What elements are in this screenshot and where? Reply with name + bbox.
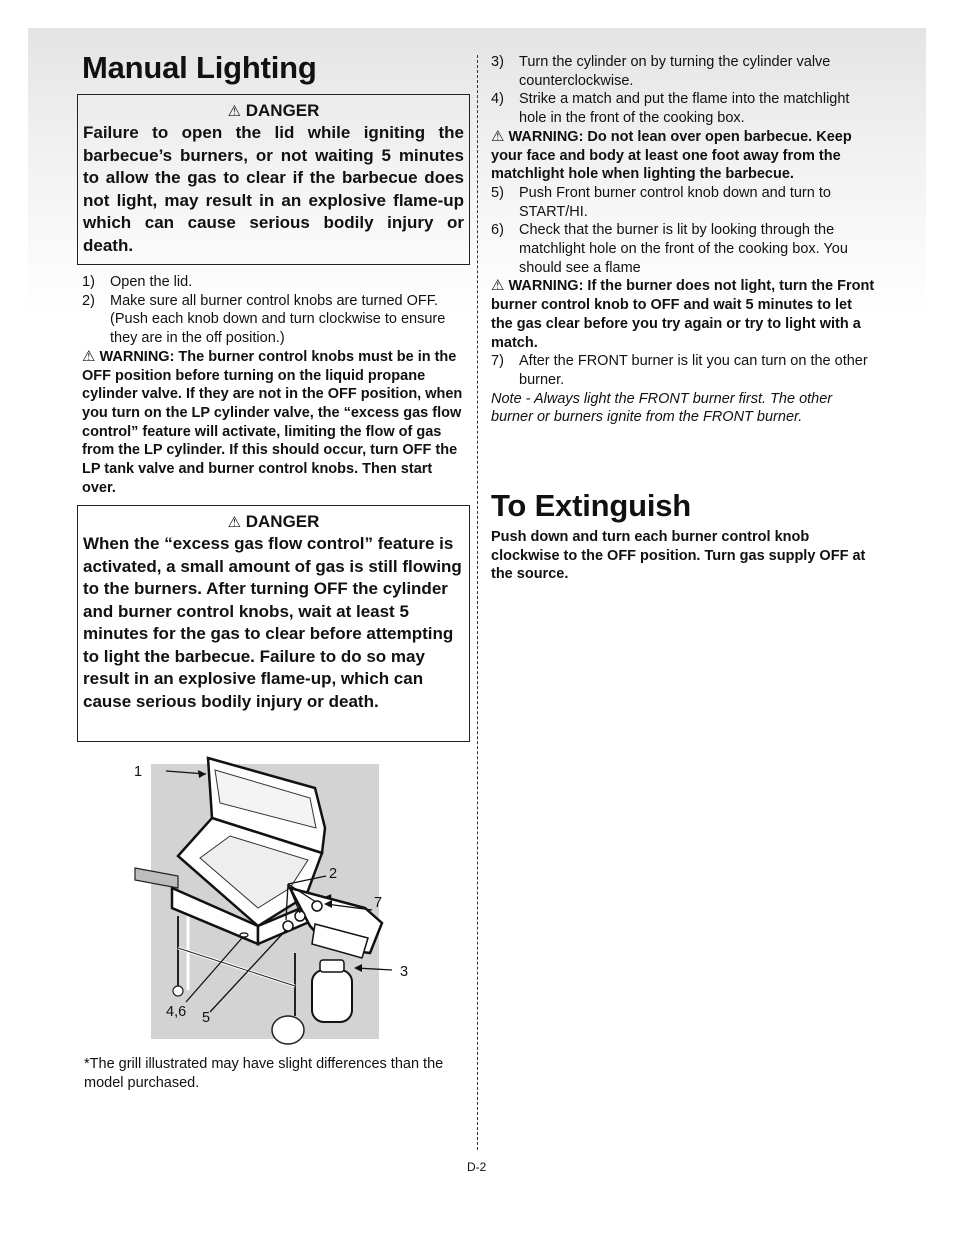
- column-divider: [477, 55, 478, 1150]
- danger-heading: ⚠ DANGER: [227, 512, 320, 531]
- warning-1: ⚠ WARNING: The burner control knobs must be in the OFF position before turning on the liquid propane cylinder valve. If they are not in the OFF position, when you turn on the LP cylinder valve, the “excess gas flow control” feature will activate, limiting the flow of gas from the LP cylinder. If this should occur, turn OFF the LP tank valve and burner control knobs. Then start over.: [82, 347, 463, 496]
- section-title-extinguish: To Extinguish: [491, 488, 692, 523]
- matchlight-hole: [240, 933, 248, 937]
- step-5: 5) Push Front burner control knob down and turn to START/HI.: [491, 184, 831, 220]
- danger-heading: ⚠ DANGER: [227, 101, 320, 120]
- warning-triangle-icon: ⚠: [491, 277, 505, 295]
- grill-illustration: [130, 748, 420, 1048]
- note: Note - Always light the FRONT burner first. The other burner or burners ignite from the FRONT burner.: [491, 390, 833, 426]
- lp-cylinder: [312, 970, 352, 1022]
- page-title: Manual Lighting: [82, 50, 317, 85]
- danger-box-1: [77, 94, 470, 265]
- figure-label-5: 5: [202, 1010, 211, 1026]
- warning-2: ⚠ WARNING: Do not lean over open barbecue. Keep your face and body at least one foot away from the matchlight hole when lighting the barbecue.: [491, 127, 852, 183]
- burner-knob: [312, 901, 322, 911]
- figure-caption: *The grill illustrated may have slight differences than the model purchased.: [84, 1056, 444, 1091]
- wheel: [272, 1016, 304, 1044]
- warning-3: ⚠ WARNING: If the burner does not light, turn the Front burner control knob to OFF and wait 5 minutes to let the gas clear before you try again or try to light with a match.: [491, 277, 875, 351]
- figure-label-1: 1: [134, 764, 143, 780]
- right-column: [491, 53, 876, 427]
- left-column: [82, 50, 472, 86]
- step-2: 2) Make sure all burner control knobs are turned OFF. (Push each knob down and turn clockwise to ensure they are in the off position.): [82, 292, 446, 347]
- extinguish-text: Push down and turn each burner control knob clockwise to the OFF position. Turn gas supply OFF at the source.: [491, 529, 866, 583]
- danger-box-2: [77, 505, 470, 742]
- warning-triangle-icon: ⚠: [227, 514, 242, 531]
- step-3: 3) Turn the cylinder on by turning the cylinder valve counterclockwise.: [491, 54, 831, 89]
- left-instructions: [82, 273, 466, 497]
- figure-label-7: 7: [374, 895, 383, 911]
- danger-text: When the “excess gas flow control” feature is activated, a small amount of gas is still flowing to the burners. After turning OFF the cylinder and burner control knobs, wait at least 5 minutes for the gas to clear before attempting to light the barbecue. Failure to do so may result in an explosive flame-up, which can cause serious bodily injury or death.: [83, 534, 462, 711]
- figure-label-2: 2: [329, 866, 338, 882]
- step-1: 1) Open the lid.: [82, 274, 193, 290]
- step-7: 7) After the FRONT burner is lit you can turn on the other burner.: [491, 353, 868, 388]
- cylinder-valve: [320, 960, 344, 972]
- step-6: 6) Check that the burner is lit by looking through the matchlight hole on the front of the cooking box. You should see a flame: [491, 222, 848, 276]
- warning-triangle-icon: ⚠: [491, 127, 505, 145]
- page-number: D-2: [467, 1160, 487, 1174]
- caster: [173, 986, 183, 996]
- danger-text: Failure to open the lid while igniting the barbecue’s burners, or not waiting 5 minutes to allow the gas to clear if the barbecue does not light, may result in an explosive flame-up which can cause serious bodily injury or death.: [83, 123, 464, 255]
- burner-knob: [283, 921, 293, 931]
- step-4: 4) Strike a match and put the flame into the matchlight hole in the front of the cooking box.: [491, 91, 850, 127]
- warning-triangle-icon: ⚠: [227, 103, 242, 120]
- warning-triangle-icon: ⚠: [82, 347, 96, 365]
- extinguish-section: [491, 488, 876, 584]
- figure-label-4-6: 4,6: [166, 1004, 187, 1020]
- figure-label-3: 3: [400, 964, 409, 980]
